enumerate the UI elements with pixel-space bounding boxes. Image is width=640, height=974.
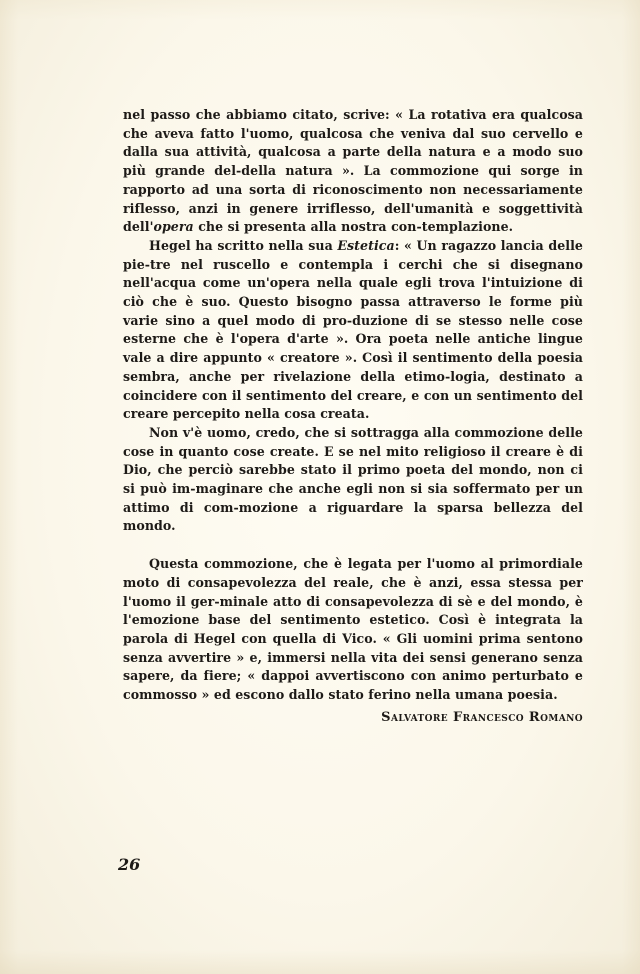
paragraph-2-start: Hegel ha scritto nella sua — [149, 237, 338, 253]
page-number: 26 — [118, 855, 141, 874]
estetica-title: Estetica — [337, 237, 395, 253]
author-signature: Salvatore Francesco Romano — [381, 709, 583, 725]
paragraph-1-end: che si presenta alla nostra con-templazione. — [193, 219, 514, 235]
body-text — [123, 106, 583, 728]
paragraph-3: Non v'è uomo, credo, che si sottragga alla commozione delle cose in quanto cose create. E se nel mito religioso il creare è di Dio, che perciò sarebbe stato il primo poeta del mondo, non ci si può im-maginare che anche egli non si sia soffermato per un attimo di com-mozione a riguardare la sparsa bellezza del mondo. — [123, 424, 583, 534]
paragraph-4: Questa commozione, che è legata per l'uomo al primordiale moto di consapevolezza del reale, che è anzi, essa stessa per l'uomo il ger-minale atto di consapevolezza di sè e del mondo, è l'emozione base del sentimento estetico. Così è integrata la parola di Hegel con quella di Vico. « Gli uomini prima sentono senza avvertire » e, immersi nella vita dei sensi generano senza sapere, da fiere; « dappoi avvertiscono con animo perturbato e commosso » ed escono dallo stato ferino nella umana poesia. — [123, 556, 583, 703]
paragraph-1-text: nel passo che abbiamo citato, scrive: « La rotativa era qualcosa che aveva fatto l'uomo, qualcosa che veniva dal suo cervello e dalla sua attività, qualcosa a parte della natura e a modo suo più grande del-della natura ». La commozione qui sorge in rapporto ad una sorta di riconoscimento non necessariamente riflesso, anzi in genere irriflesso, dell'umanità e soggettività dell' — [123, 107, 583, 235]
paragraph-1 — [123, 106, 583, 237]
paragraph-1-emphasis: opera — [153, 219, 194, 235]
section-gap — [123, 536, 583, 555]
paragraph-2-end: : « Un ragazzo lancia delle pie-tre nel ruscello e contempla i cerchi che si disegnano nell'acqua come un'opera nella quale egli trova l'intuizione di ciò che è suo. Questo bisogno passa attraverso le forme più varie sino a quel modo di pro-duzione di se stesso nelle cose esterne che è l'opera d'arte ». Ora poeta nelle antiche lingue vale a dire appunto « creatore ». Così il sentimento della poesia sembra, anche per rivelazione della etimo-logia, destinato a coincidere con il sentimento del creare, e con un sentimento del creare percepito nella cosa creata. — [123, 237, 583, 422]
paragraph-2 — [123, 237, 583, 424]
